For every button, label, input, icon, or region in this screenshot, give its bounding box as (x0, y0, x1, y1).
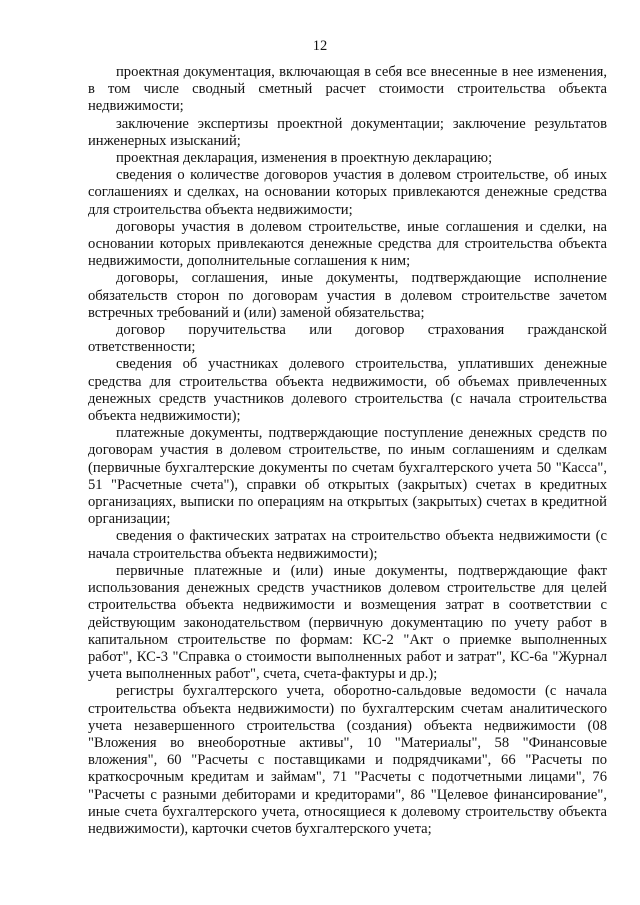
paragraph: договоры участия в долевом строительстве, иные соглашения и сделки, на основании которых привлекаются денежные средства для строительства объекта недвижимости, дополнительные соглашения к ним; (88, 218, 607, 270)
page-number: 12 (312, 38, 328, 54)
paragraph: регистры бухгалтерского учета, оборотно-сальдовые ведомости (с начала строительства объекта недвижимости) по бухгалтерским счетам аналитического учета незавершенного строительства (создания) объекта недвижимости (08 "Вложения во внеоборотные активы", 10 "Материалы", 58 "Финансовые вложения", 60 "Расчеты с поставщиками и подрядчиками", 66 "Расчеты по краткосрочным кредитам и займам", 71 "Расчеты с подотчетными лицами", 76 "Расчеты с разными дебиторами и кредиторами", 86 "Целевое финансирование", иные счета бухгалтерского учета, относящиеся к долевому строительству объекта недвижимости), карточки счетов бухгалтерского учета; (88, 683, 607, 837)
document-body (88, 64, 607, 838)
paragraph: сведения о количестве договоров участия в долевом строительстве, об иных соглашениях и сделках, на основании которых привлекаются денежные средства для строительства объекта недвижимости; (88, 167, 607, 218)
paragraph: проектная декларация, изменения в проектную декларацию; (116, 150, 493, 167)
paragraph: сведения о фактических затратах на строительство объекта недвижимости (с начала строительства объекта недвижимости); (88, 528, 607, 562)
paragraph: первичные платежные и (или) иные документы, подтверждающие факт использования денежных средств участников долевом строительстве для целей строительства объекта недвижимости и возмещения затрат в соответствии с действующим законодательством (первичную документацию по учету работ в капитальном строительстве по формам: КС-2 "Акт о приемке выполненных работ", КС-3 "Справка о стоимости выполненных работ и затрат", КС-6а "Журнал учета выполненных работ", счета, счета-фактуры и др.); (88, 562, 607, 683)
paragraph: договоры, соглашения, иные документы, подтверждающие исполнение обязательств сторон по договорам участия в долевом строительстве зачетом встречных требований и (или) заменой обязательства; (88, 270, 607, 321)
paragraph: проектная документация, включающая в себя все внесенные в нее изменения, в том числе сводный сметный расчет стоимости строительства объекта недвижимости; (88, 64, 607, 115)
paragraph: заключение экспертизы проектной документации; заключение результатов инженерных изысканий; (88, 115, 607, 149)
paragraph: договор поручительства или договор страхования гражданской ответственности; (88, 322, 607, 356)
paragraph: платежные документы, подтверждающие поступление денежных средств по договорам участия в долевом строительстве, по иным соглашениям и сделкам (первичные бухгалтерские документы по счетам бухгалтерского учета 50 "Касса", 51 "Расчетные счета"), справки об открытых (закрытых) счетах в кредитных организациях, выписки по операциям на открытых (закрытых) счетах в кредитной организации; (88, 425, 607, 528)
paragraph: сведения об участниках долевого строительства, уплативших денежные средства для строительства объекта недвижимости, об объемах привлеченных денежных средств участников долевого строительства (с начала строительства объекта недвижимости); (88, 356, 607, 425)
